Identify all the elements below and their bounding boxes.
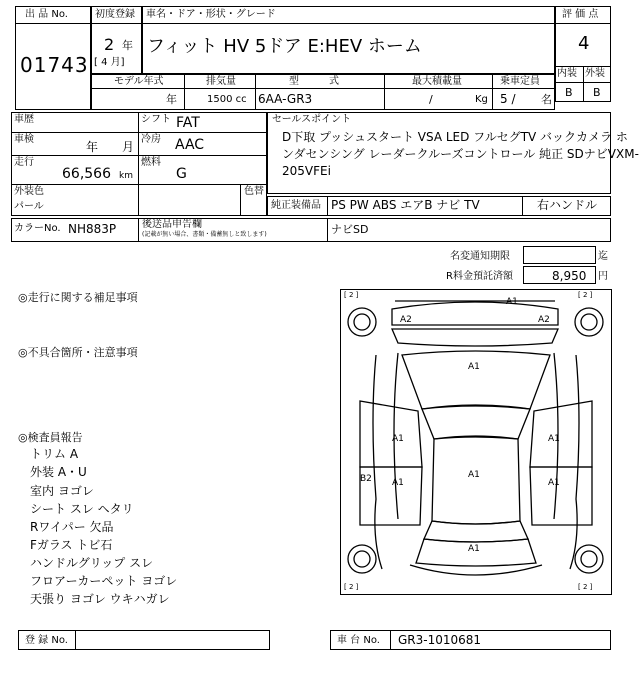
tire-front-left-icon (348, 308, 376, 336)
ac-value: AAC (175, 137, 205, 153)
tire-front-right-icon (575, 308, 603, 336)
chassis-label: 車 台 No. (337, 635, 380, 646)
inspector-line-1: トリム A (30, 447, 79, 461)
tire-label-rear-right: [ 2 ] (578, 583, 593, 591)
driving-remarks-label: ◎走行に関する補足事項 (18, 291, 138, 304)
car-diagram (340, 289, 612, 595)
documents-value: ナビSD (331, 223, 369, 236)
model-year-label: モデル年式 (114, 76, 164, 87)
name-change-box (523, 246, 596, 264)
displacement-label: 排気量 (206, 76, 236, 87)
model-year-unit: 年 (166, 93, 177, 106)
type-label: 型 式 (289, 76, 339, 87)
mark-right-rear-door: A1 (548, 478, 560, 488)
first-registration-year: 2 (104, 35, 115, 54)
documents-label: 後送品申告欄 (142, 219, 202, 230)
mark-rear-hatch: A1 (468, 544, 480, 554)
details-left-box (11, 112, 267, 216)
ext-color-value: パール (14, 201, 44, 212)
fuel-label: 燃料 (141, 157, 161, 168)
mileage-value: 66,566 (62, 166, 111, 182)
mark-left-front-door: A1 (392, 434, 404, 444)
max-load-label: 最大積載量 (412, 76, 462, 87)
equipment-label: 純正装備品 (271, 200, 321, 211)
ext-color-label: 外装色 (14, 186, 44, 197)
mileage-label: 走行 (14, 157, 34, 168)
inspection-label: 車検 (14, 134, 34, 145)
reg-no-label: 登 録 No. (25, 635, 68, 646)
mark-front-right: A2 (538, 315, 550, 325)
score-label: 評 価 点 (562, 9, 599, 20)
equipment-value: PS PW ABS エアB ナビ TV (331, 198, 480, 212)
inspection-year-unit: 年 (86, 140, 99, 154)
sales-point-line-3: 205VFEi (282, 164, 331, 178)
inspector-line-6: Fガラス トビ石 (30, 538, 113, 552)
defects-remarks-label: ◎不具合箇所・注意事項 (18, 346, 138, 359)
lot-number-label: 出 品 No. (25, 9, 68, 20)
mileage-unit: km (119, 171, 133, 181)
tire-label-front-right: [ 2 ] (578, 291, 593, 299)
inspector-line-2: 外装 A・U (30, 465, 87, 479)
capacity-value: 5 / (500, 92, 516, 106)
car-name: フィット HV 5ドア E:HEV ホーム (147, 36, 422, 57)
inspection-month-unit: 月 (122, 140, 135, 154)
interior-label: 内装 (557, 68, 577, 79)
mark-roof: A1 (468, 470, 480, 480)
interior-grade: B (565, 86, 573, 99)
sales-point-line-2: ンダセンシング レーダークルーズコントロール 純正 SDナビVXM- (282, 147, 639, 161)
year-unit: 年 (122, 39, 133, 52)
tire-label-front-left: [ 2 ] (344, 291, 359, 299)
capacity-label: 乗車定員 (500, 76, 540, 87)
mark-right-front-door: A1 (548, 434, 560, 444)
inspector-line-9: 天張り ヨゴレ ウキハガレ (30, 592, 170, 606)
type-value: 6AA-GR3 (258, 92, 313, 106)
name-change-label: 名変通知期限 (450, 251, 510, 262)
mark-left-rear-door: A1 (392, 478, 404, 488)
mark-hood: A1 (468, 362, 480, 372)
inspector-line-8: フロアーカーペット ヨゴレ (30, 574, 178, 588)
shift-value: FAT (176, 115, 200, 131)
color-no-label: カラーNo. (14, 223, 61, 234)
documents-note: (記載が無い場合、書類・備蓄無しと致します) (142, 231, 267, 238)
sales-point-label: セールスポイント (272, 114, 352, 125)
max-load-slash: / (429, 93, 433, 106)
exterior-label: 外装 (585, 68, 605, 79)
inspector-line-4: シート スレ ヘタリ (30, 502, 134, 516)
capacity-unit: 名 (541, 93, 552, 106)
recycle-label: R料金預託済額 (446, 271, 513, 282)
tire-label-rear-left: [ 2 ] (344, 583, 359, 591)
first-registration-month: [ 4 月] (94, 57, 125, 68)
exterior-grade: B (593, 86, 601, 99)
lot-number: 01743 (20, 53, 89, 77)
tire-rear-right-icon (575, 545, 603, 573)
inspector-line-3: 室内 ヨゴレ (30, 484, 94, 498)
score-value: 4 (578, 33, 590, 54)
inspector-line-5: Rワイパー 欠品 (30, 520, 114, 534)
mark-front-left: A2 (400, 315, 412, 325)
max-load-unit: Kg (475, 94, 488, 105)
mark-front-bumper: A1 (506, 297, 518, 307)
tire-rear-left-icon (348, 545, 376, 573)
recycle-unit: 円 (598, 271, 608, 282)
displacement-value: 1500 cc (207, 94, 247, 105)
mark-left-rear-quarter: B2 (360, 474, 372, 484)
fuel-value: G (176, 166, 187, 182)
ac-label: 冷房 (141, 134, 161, 145)
color-no-value: NH883P (68, 222, 117, 236)
steering-value: 右ハンドル (537, 198, 598, 212)
car-name-label: 車名・ドア・形状・グレード (146, 9, 276, 20)
first-registration-label: 初度登録 (95, 9, 135, 20)
recycle-amount: 8,950 (552, 269, 587, 283)
inspector-line-7: ハンドルグリップ スレ (30, 556, 154, 570)
inspector-report-label: ◎検査員報告 (18, 431, 83, 444)
chassis-number: GR3-1010681 (398, 633, 482, 647)
repaint-label: 色替 (244, 186, 264, 197)
sales-point-line-1: D下取 プッシュスタート VSA LED フルセグTV バックカメラ ホ (282, 130, 628, 144)
history-label: 車歴 (14, 114, 34, 125)
name-change-unit: 迄 (598, 251, 608, 262)
shift-label: シフト (141, 114, 171, 125)
